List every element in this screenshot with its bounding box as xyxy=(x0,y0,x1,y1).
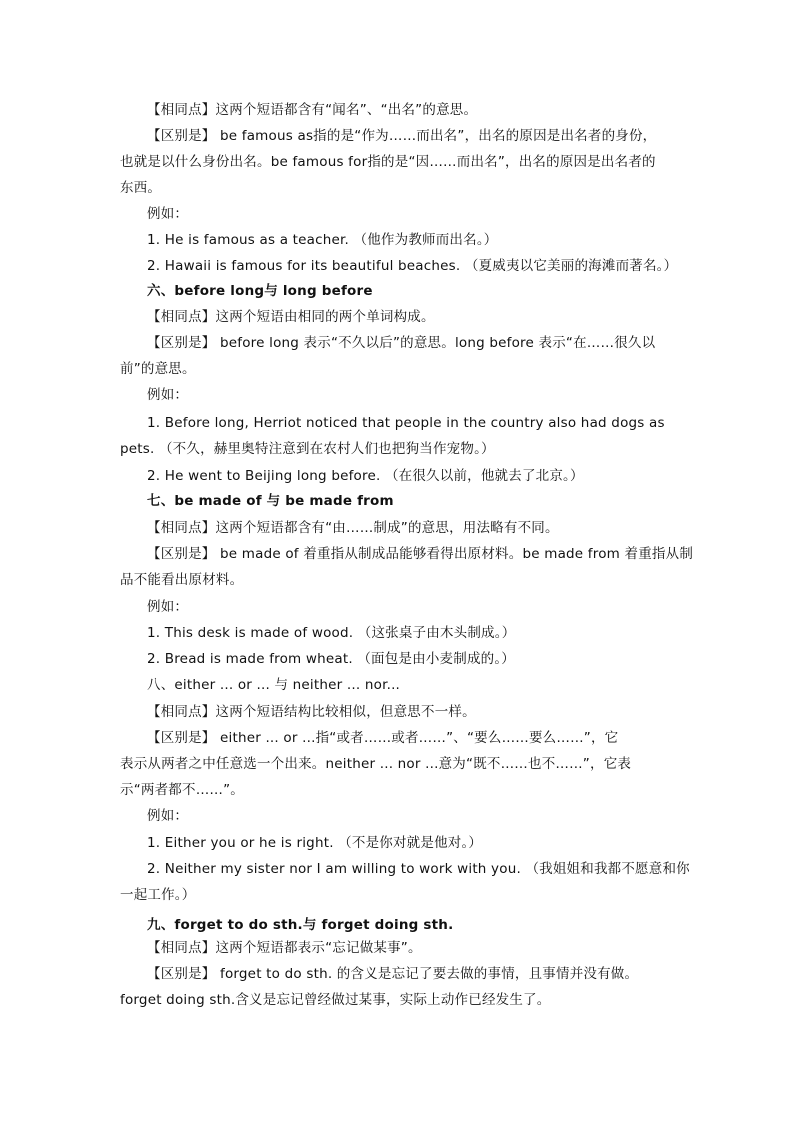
example-item: 2. He went to Beijing long before. （在很久以前，他就去了北京。） xyxy=(147,468,584,484)
difference-line: 【区别是】 before long 表示“不久以后”的意思。long before 表示“在……很久以 xyxy=(147,335,656,351)
example-label: 例如： xyxy=(147,387,189,403)
text-line: 东西。 xyxy=(120,180,162,196)
text-line: pets. （不久，赫里奥特注意到在农村人们也把狗当作宠物。） xyxy=(120,441,495,457)
example-item: 2. Neither my sister nor I am willing to work with you. （我姐姐和我都不愿意和你 xyxy=(147,861,690,877)
example-item: 1. He is famous as a teacher. （他作为教师而出名。） xyxy=(147,232,498,248)
example-label: 例如： xyxy=(147,808,189,824)
text-line: 示“两者都不……”。 xyxy=(120,782,244,798)
similarity-line: 【相同点】这两个短语都含有“闻名”、“出名”的意思。 xyxy=(147,102,478,118)
difference-line: 【区别是】 be made of 着重指从制成品能够看得出原材料。be made from 着重指从制 xyxy=(147,546,694,562)
similarity-line: 【相同点】这两个短语结构比较相似，但意思不一样。 xyxy=(147,704,476,720)
difference-line: 【区别是】 be famous as指的是“作为……而出名”，出名的原因是出名者的身份， xyxy=(147,128,657,144)
difference-line: 【区别是】 either ... or ...指“或者……或者……”、“要么……要么……”，它 xyxy=(147,730,619,746)
similarity-line: 【相同点】这两个短语都表示“忘记做某事”。 xyxy=(147,940,422,956)
section-heading: 六、before long与 long before xyxy=(147,283,373,299)
example-item: 1. Before long, Herriot noticed that people in the country also had dogs as xyxy=(147,415,665,431)
similarity-line: 【相同点】这两个短语由相同的两个单词构成。 xyxy=(147,309,435,325)
text-line: 一起工作。） xyxy=(120,887,196,903)
example-label: 例如： xyxy=(147,599,189,615)
difference-line: 【区别是】 forget to do sth. 的含义是忘记了要去做的事情，且事情并没有做。 xyxy=(147,966,639,982)
text-line: forget doing sth.含义是忘记曾经做过某事，实际上动作已经发生了。 xyxy=(120,992,551,1008)
section-heading: 九、forget to do sth.与 forget doing sth. xyxy=(147,917,454,933)
example-item: 2. Hawaii is famous for its beautiful beaches. （夏威夷以它美丽的海滩而著名。） xyxy=(147,258,678,274)
text-line: 表示从两者之中任意选一个出来。neither ... nor ...意为“既不……也不……”，它表 xyxy=(120,756,632,772)
example-item: 1. This desk is made of wood. （这张桌子由木头制成。） xyxy=(147,625,516,641)
example-item: 1. Either you or he is right. （不是你对就是他对。） xyxy=(147,835,483,851)
example-item: 2. Bread is made from wheat. （面包是由小麦制成的。） xyxy=(147,651,515,667)
similarity-line: 【相同点】这两个短语都含有“由……制成”的意思，用法略有不同。 xyxy=(147,520,559,536)
text-line: 前”的意思。 xyxy=(120,361,196,377)
example-label: 例如： xyxy=(147,206,189,222)
section-heading: 八、either ... or ... 与 neither ... nor... xyxy=(147,677,401,693)
text-line: 品不能看出原材料。 xyxy=(120,572,244,588)
text-line: 也就是以什么身份出名。be famous for指的是“因……而出名”，出名的原因是出名者的 xyxy=(120,154,656,170)
section-heading: 七、be made of 与 be made from xyxy=(147,493,394,509)
